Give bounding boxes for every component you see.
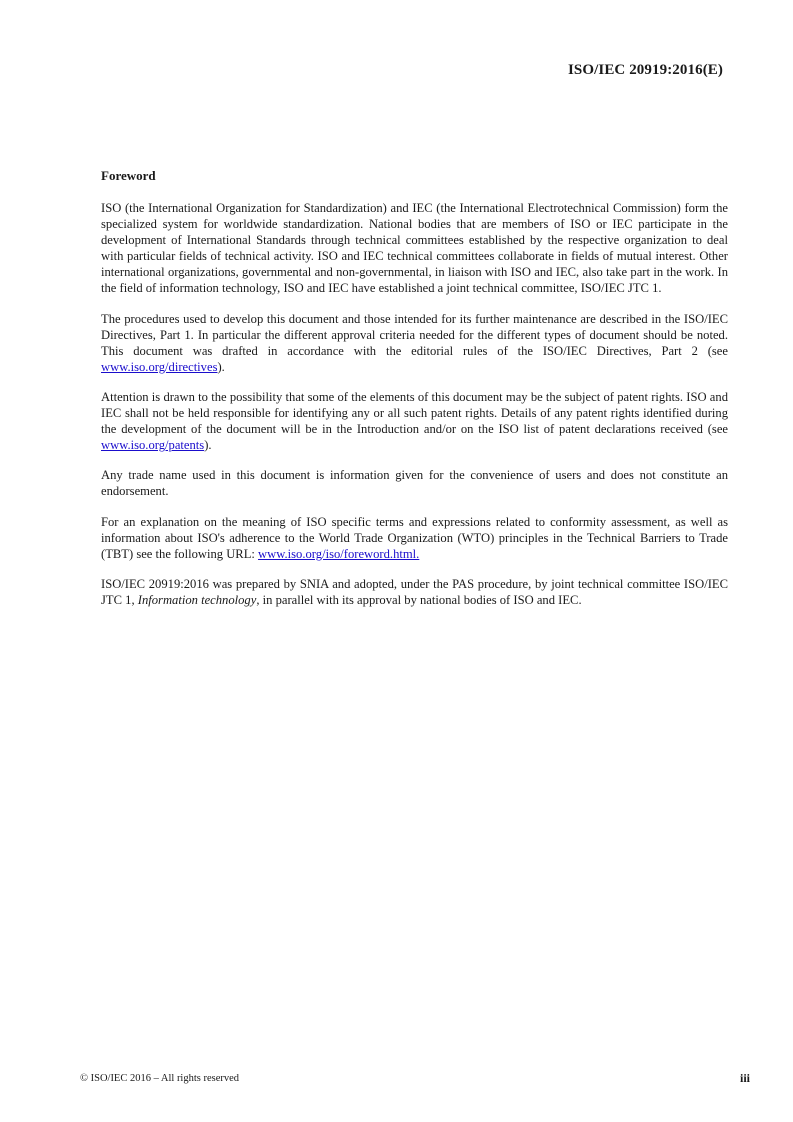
paragraph-conformity-assessment — [101, 514, 728, 562]
page-number: iii — [739, 1071, 750, 1085]
paragraph-text: ). — [217, 359, 225, 374]
paragraph-text: Any trade name used in this document is information given for the convenience of users and does not constitute an endorsement. — [101, 468, 728, 499]
section-title: Foreword — [101, 168, 156, 183]
paragraph-trade-name — [101, 467, 728, 499]
paragraph-text: For an explanation on the meaning of ISO specific terms and expressions related to conformity assessment, as well as information about ISO's adherence to the World Trade Organization (WTO) principles in the Technical Barriers to Trade (TBT) see the following URL: — [101, 514, 728, 561]
paragraph-text: ISO/IEC 20919:2016 was prepared by SNIA and adopted, under the PAS procedure, by joint technical committee ISO/IEC JTC 1, — [101, 576, 728, 607]
directives-link[interactable]: www.iso.org/directives — [101, 359, 218, 374]
foreword-url-link[interactable]: www.iso.org/iso/foreword.html. — [258, 546, 420, 561]
paragraph-text: Attention is drawn to the possibility that some of the elements of this document may be the subject of patent rights. ISO and IEC shall not be held responsible for identifying any or all such patent rights. Details of any patent rights identified during the development of the document will be in the Introduction and/or on the ISO list of patent declarations received (see — [101, 389, 728, 437]
paragraph-iso-iec-intro — [101, 200, 728, 297]
document-id-header: ISO/IEC 20919:2016(E) — [567, 62, 723, 78]
paragraph-procedures — [101, 311, 728, 375]
paragraph-text: ISO (the International Organization for Standardization) and IEC (the International Electrotechnical Commission) form the specialized system for worldwide standardization. National bodies that are members of ISO or IEC participate in the development of International Standards through technical committees established by the respective organization to deal with particular fields of technical activity. ISO and IEC technical committees collaborate in fields of mutual interest. Other international organizations, governmental and non-governmental, in liaison with ISO and IEC, also take part in the work. In the field of information technology, ISO and IEC have established a joint technical committee, ISO/IEC JTC 1. — [101, 201, 728, 296]
paragraph-text: The procedures used to develop this document and those intended for its further maintenance are described in the ISO/IEC Directives, Part 1. In particular the different approval criteria needed for the different types of document should be noted. This document was drafted in accordance with the editorial rules of the ISO/IEC Directives, Part 2 (see — [101, 311, 728, 358]
paragraph-patent-rights — [101, 389, 728, 453]
paragraph-preparation — [101, 576, 728, 608]
patents-link[interactable]: www.iso.org/patents — [101, 438, 205, 453]
italic-title: Information technology — [137, 592, 257, 607]
paragraph-text: , in parallel with its approval by national bodies of ISO and IEC. — [256, 592, 582, 607]
footer-copyright: © ISO/IEC 2016 – All rights reserved — [80, 1073, 240, 1084]
paragraph-text: ). — [204, 438, 212, 453]
foreword-section — [101, 167, 728, 622]
